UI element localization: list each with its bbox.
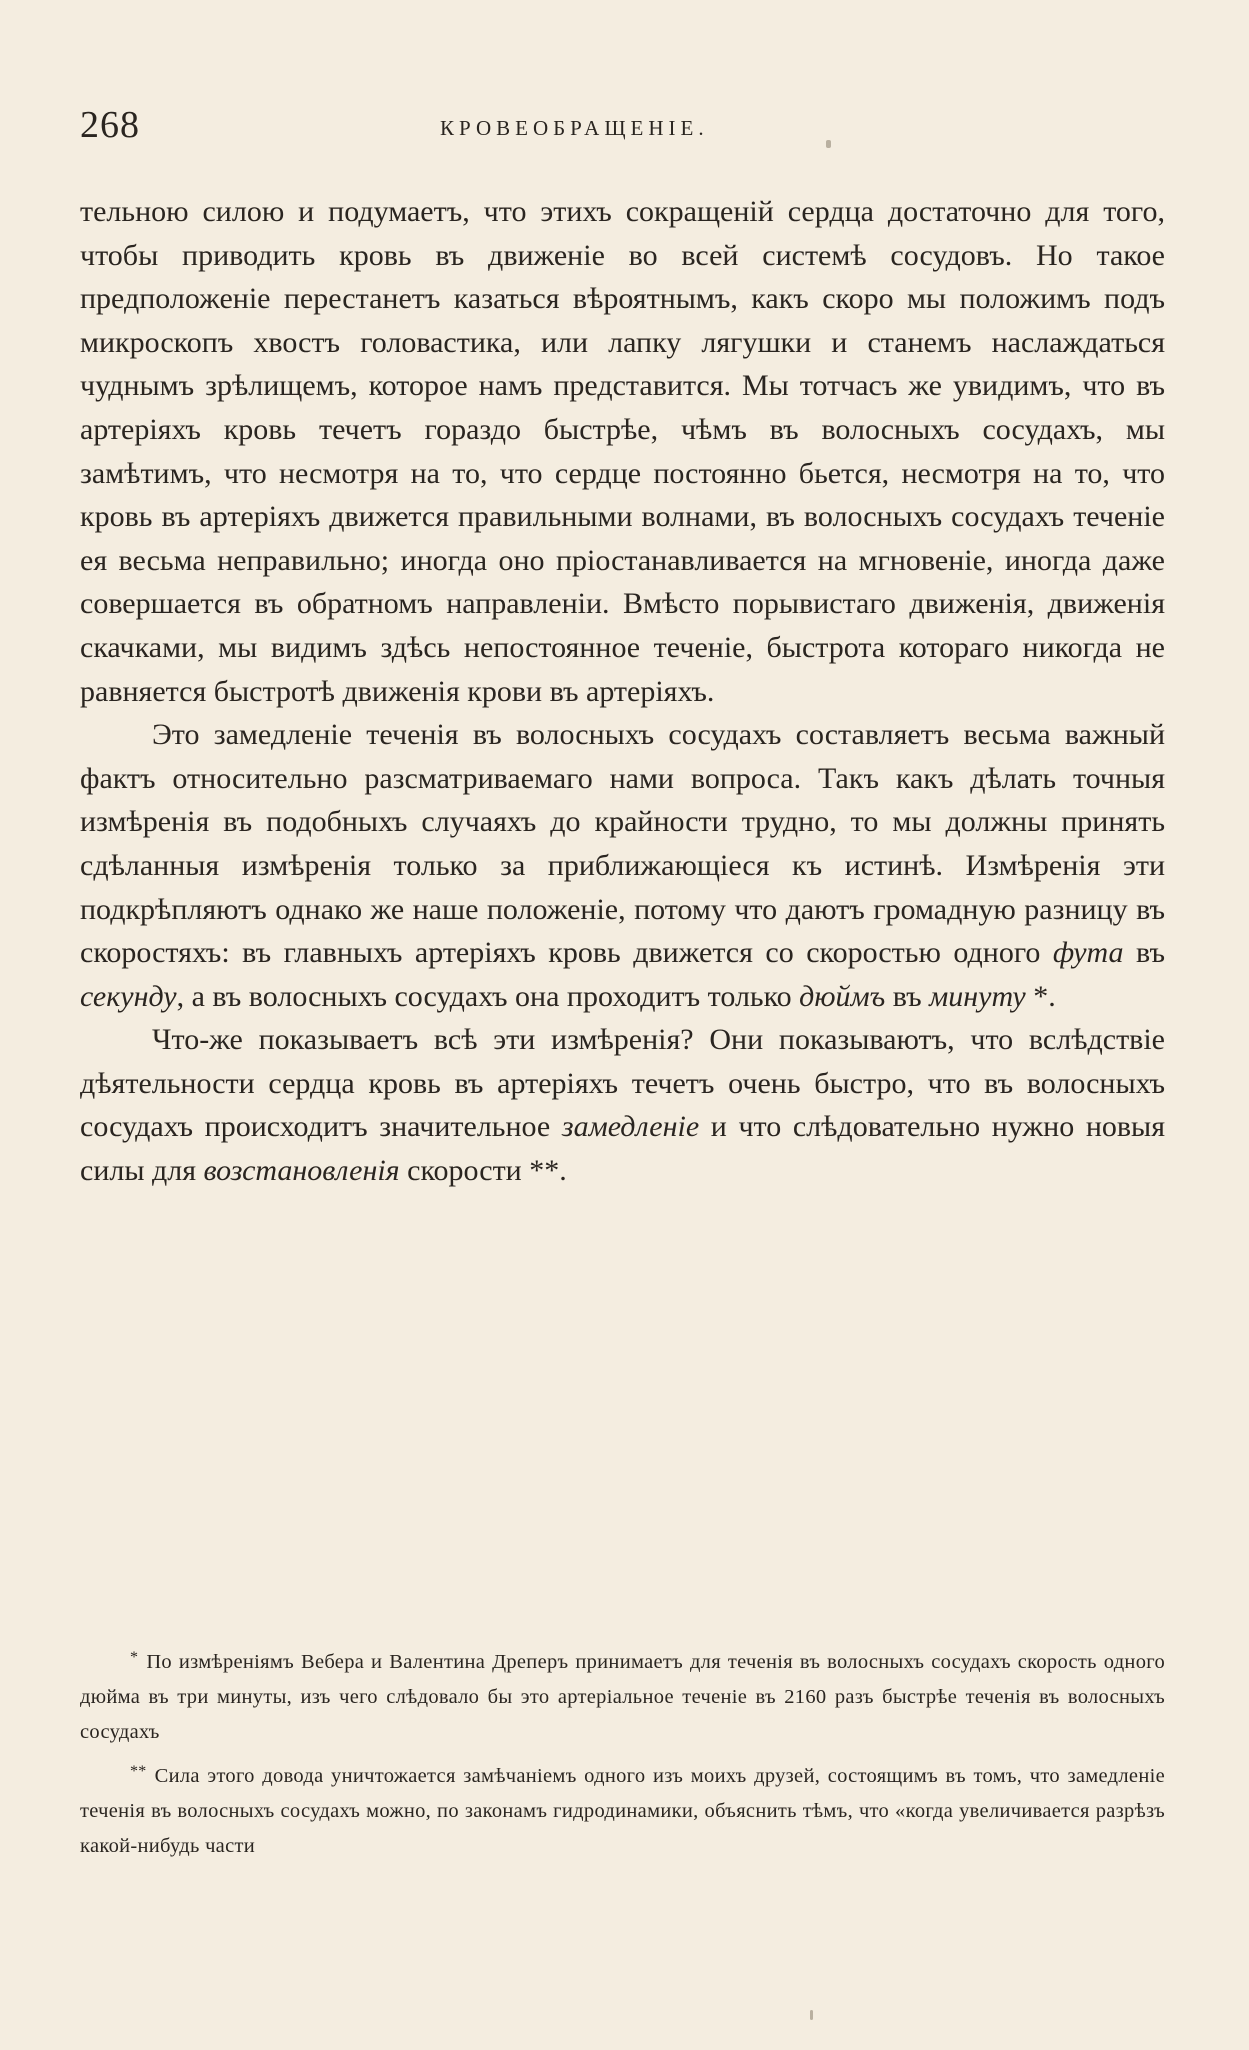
running-head: КРОВЕОБРАЩЕНІЕ. [440,116,709,140]
italic-term: минуту [929,979,1026,1013]
paragraph-1 [80,190,1165,713]
italic-term: фута [1052,936,1124,970]
page-number: 268 [80,104,140,146]
footnote-text: По измѣреніямъ Вебера и Валентина Дреперъ принимаетъ для теченія въ волосныхъ сосудахъ скорость одного дюйма въ три минуты, изъ чего слѣдовало бы это артеріальное теченіе въ 2160 разъ быстрѣе теченія въ волосныхъ сосудахъ [80,1651,1165,1743]
text-run: , а въ волосныхъ сосудахъ она проходитъ только [176,979,800,1013]
page-header [80,100,1180,150]
text-run: Это замедленіе теченія въ волосныхъ сосудахъ составляетъ весьма важный фактъ относительно разсматриваемаго нами вопроса. Такъ какъ дѣлать точныя измѣренія въ подобныхъ случаяхъ до крайности трудно, то мы должны принять сдѣланныя измѣренія только за приближающіеся къ истинѣ. Измѣренія эти подкрѣпляютъ однако же наше положеніе, потому что даютъ громадную разницу въ скоростяхъ: въ главныхъ артеріяхъ кровь движется со скоростью одного [80,718,1165,970]
text-run: Что-же показываетъ всѣ эти измѣренія? Они показываютъ, что вслѣдствіе дѣятельности сердца кровь въ артеріяхъ течетъ очень быстро, что въ волосныхъ сосудахъ происходитъ значительное [80,1023,1165,1144]
text-run: въ [885,979,930,1013]
footnote-2 [80,1754,1165,1864]
italic-term: возстановленія [203,1154,400,1188]
footnote-mark: * [130,1649,139,1666]
paragraph-3 [80,1018,1165,1192]
text-run: въ [1123,936,1165,970]
text-run: тельною силою и подумаетъ, что этихъ сокращеній сердца достаточно для того, чтобы приводить кровь въ движеніе во всей системѣ сосудовъ. Но такое предположеніе перестанетъ казаться вѣроятнымъ, какъ скоро мы положимъ подъ микроскопъ хвостъ головастика, или лапку лягушки и станемъ наслаждаться чуднымъ зрѣлищемъ, которое намъ представится. Мы тотчасъ же увидимъ, что въ артеріяхъ кровь течетъ гораздо быстрѣе, чѣмъ въ волосныхъ сосудахъ, мы замѣтимъ, что несмотря на то, что сердце постоянно бьется, несмотря на то, что кровь въ артеріяхъ движется правильными волнами, въ волосныхъ сосудахъ теченіе ея весьма неправильно; иногда оно пріостанавливается на мгновеніе, иногда даже совершается въ обратномъ направленіи. Вмѣсто порывистаго движенія, движенія скачками, мы видимъ здѣсь непостоянное теченіе, быстрота котораго никогда не равняется быстротѣ движенія крови въ артеріяхъ. [80,195,1165,708]
footnote-text: Сила этого довода уничтожается замѣчаніемъ одного изъ моихъ друзей, состоящимъ въ томъ, что замедленіе теченія въ волосныхъ сосудахъ можно, по законамъ гидродинамики, объяснить тѣмъ, что «когда увеличивается разрѣзъ какой-нибудь части [80,1765,1165,1857]
text-run: и что слѣдовательно нужно новыя силы для [80,1110,1165,1188]
footnotes [80,1640,1165,1868]
italic-term: секунду [80,979,177,1013]
text-run: скорости **. [399,1154,567,1188]
paper-speck [810,2010,813,2020]
italic-term: дюймъ [799,979,886,1013]
footnote-1 [80,1640,1165,1750]
footnote-mark: ** [130,1763,147,1780]
body-text [80,190,1165,1193]
paper-speck [826,140,831,148]
paragraph-2 [80,713,1165,1018]
italic-term: замедленіе [561,1110,700,1144]
text-run: *. [1025,979,1056,1013]
